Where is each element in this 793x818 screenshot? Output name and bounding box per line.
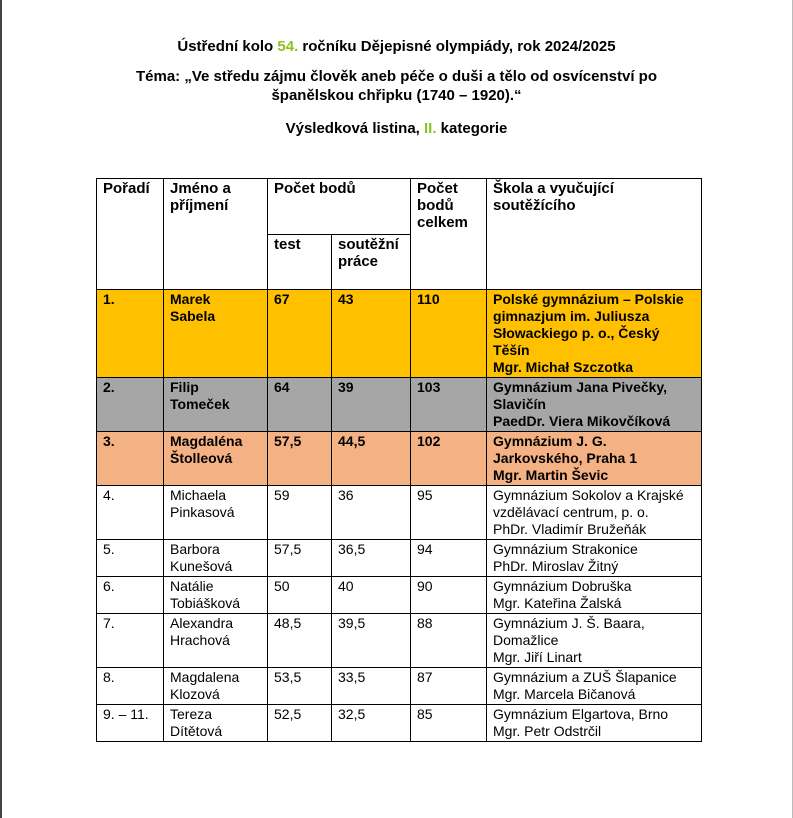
work-score-cell: 36 — [332, 486, 411, 540]
work-score-cell: 39,5 — [332, 614, 411, 668]
header-name — [164, 179, 268, 290]
rank-cell: 6. — [97, 577, 164, 614]
header-name-line: Jméno a — [170, 180, 231, 197]
table-row — [97, 668, 702, 705]
results-title — [0, 120, 793, 137]
test-score-cell: 53,5 — [268, 668, 332, 705]
work-score-cell: 44,5 — [332, 432, 411, 486]
school-line: Mgr. Petr Odstrčil — [493, 723, 602, 739]
table-row — [97, 290, 702, 378]
school-line: Mgr. Martin Ševic — [493, 467, 609, 483]
name-cell — [164, 577, 268, 614]
name-line: Natálie — [170, 578, 214, 594]
table-row — [97, 577, 702, 614]
name-line: Magdaléna — [170, 433, 243, 449]
category-number: II. — [424, 120, 437, 137]
edition-number: 54. — [277, 38, 299, 55]
school-line: Słowackiego p. o., Český — [493, 325, 660, 341]
competition-title — [0, 38, 793, 55]
school-line: vzdělávací centrum, p. o. — [493, 504, 649, 520]
work-score-cell: 39 — [332, 378, 411, 432]
name-cell — [164, 705, 268, 742]
name-line: Kunešová — [170, 558, 233, 574]
total-score-cell: 102 — [411, 432, 487, 486]
school-cell — [487, 486, 702, 540]
name-line: Michaela — [170, 487, 227, 503]
table-row — [97, 378, 702, 432]
school-line: Gymnázium a ZUŠ Šlapanice — [493, 669, 677, 685]
school-line: Gymnázium J. Š. Baara, — [493, 615, 645, 631]
header-row — [97, 179, 702, 235]
total-score-cell: 95 — [411, 486, 487, 540]
school-line: Těšín — [493, 342, 530, 358]
header-school-line: Škola a vyučující — [493, 180, 614, 197]
total-score-cell: 103 — [411, 378, 487, 432]
school-line: Jarkovského, Praha 1 — [493, 450, 637, 466]
school-line: Mgr. Michał Szczotka — [493, 359, 634, 375]
rank-cell: 5. — [97, 540, 164, 577]
topic-line-1: Téma: „Ve středu zájmu člověk aneb péče o duši a tělo od osvícenství po — [136, 68, 657, 85]
header-total-line: Počet — [417, 180, 458, 197]
name-line: Tomeček — [170, 396, 230, 412]
school-line: Mgr. Jiří Linart — [493, 649, 582, 665]
total-score-cell: 85 — [411, 705, 487, 742]
header-total-line: bodů — [417, 197, 454, 214]
header-total — [411, 179, 487, 290]
school-line: Slavičín — [493, 396, 546, 412]
table-row — [97, 705, 702, 742]
school-line: Domažlice — [493, 632, 559, 648]
name-line: Štolleová — [170, 450, 233, 466]
header-work — [332, 235, 411, 290]
total-score-cell: 90 — [411, 577, 487, 614]
school-line: PaedDr. Viera Mikovčíková — [493, 413, 671, 429]
school-cell — [487, 705, 702, 742]
test-score-cell: 59 — [268, 486, 332, 540]
school-cell — [487, 614, 702, 668]
school-line: Polské gymnázium – Polskie — [493, 291, 684, 307]
table-row — [97, 540, 702, 577]
test-score-cell: 50 — [268, 577, 332, 614]
school-line: PhDr. Miroslav Žitný — [493, 558, 619, 574]
name-line: Filip — [170, 379, 199, 395]
header-rank: Pořadí — [97, 179, 164, 290]
name-cell — [164, 614, 268, 668]
school-cell — [487, 378, 702, 432]
results-table — [96, 178, 702, 742]
header-total-line: celkem — [417, 214, 468, 231]
name-cell — [164, 378, 268, 432]
school-line: Mgr. Marcela Bičanová — [493, 686, 636, 702]
school-line: Gymnázium Jana Pivečky, — [493, 379, 668, 395]
test-score-cell: 52,5 — [268, 705, 332, 742]
name-cell — [164, 540, 268, 577]
name-cell — [164, 290, 268, 378]
results-title-prefix: Výsledková listina, — [285, 120, 424, 137]
work-score-cell: 33,5 — [332, 668, 411, 705]
total-score-cell: 87 — [411, 668, 487, 705]
name-line: Magdalena — [170, 669, 240, 685]
title-prefix: Ústřední kolo — [177, 38, 278, 55]
work-score-cell: 43 — [332, 290, 411, 378]
name-cell — [164, 432, 268, 486]
test-score-cell: 48,5 — [268, 614, 332, 668]
school-line: Gymnázium Elgartova, Brno — [493, 706, 669, 722]
title-suffix: ročníku Dějepisné olympiády, rok 2024/2025 — [298, 38, 616, 55]
rank-cell: 2. — [97, 378, 164, 432]
name-line: Tobiášková — [170, 595, 241, 611]
total-score-cell: 94 — [411, 540, 487, 577]
school-line: Gymnázium Dobruška — [493, 578, 632, 594]
school-cell — [487, 540, 702, 577]
header-points: Počet bodů — [268, 179, 411, 235]
name-line: Hrachová — [170, 632, 230, 648]
header-school — [487, 179, 702, 290]
name-line: Sabela — [170, 308, 216, 324]
table-row — [97, 432, 702, 486]
school-line: gimnazjum im. Juliusza — [493, 308, 650, 324]
test-score-cell: 67 — [268, 290, 332, 378]
school-cell — [487, 668, 702, 705]
test-score-cell: 64 — [268, 378, 332, 432]
table-row — [97, 614, 702, 668]
school-line: Gymnázium Sokolov a Krajské — [493, 487, 684, 503]
header-school-line: soutěžícího — [493, 197, 576, 214]
school-line: PhDr. Vladimír Bružeňák — [493, 521, 647, 537]
rank-cell: 1. — [97, 290, 164, 378]
work-score-cell: 36,5 — [332, 540, 411, 577]
rank-cell: 8. — [97, 668, 164, 705]
school-cell — [487, 290, 702, 378]
results-body — [97, 290, 702, 742]
total-score-cell: 110 — [411, 290, 487, 378]
name-line: Alexandra — [170, 615, 234, 631]
work-score-cell: 32,5 — [332, 705, 411, 742]
name-line: Dítětová — [170, 723, 223, 739]
work-score-cell: 40 — [332, 577, 411, 614]
topic-title — [0, 67, 793, 105]
name-line: Pinkasová — [170, 504, 235, 520]
name-line: Marek — [170, 291, 211, 307]
header-work-line: práce — [338, 253, 379, 270]
test-score-cell: 57,5 — [268, 432, 332, 486]
total-score-cell: 88 — [411, 614, 487, 668]
name-line: Klozová — [170, 686, 220, 702]
school-line: Mgr. Kateřina Žalská — [493, 595, 622, 611]
rank-cell: 9. – 11. — [97, 705, 164, 742]
name-line: Tereza — [170, 706, 213, 722]
topic-line-2: španělskou chřipku (1740 – 1920).“ — [271, 87, 522, 104]
results-title-suffix: kategorie — [436, 120, 508, 137]
school-line: Gymnázium Strakonice — [493, 541, 638, 557]
table-row — [97, 486, 702, 540]
name-line: Barbora — [170, 541, 220, 557]
rank-cell: 3. — [97, 432, 164, 486]
header-test: test — [268, 235, 332, 290]
school-cell — [487, 577, 702, 614]
header-name-line: příjmení — [170, 197, 229, 214]
school-cell — [487, 432, 702, 486]
name-cell — [164, 668, 268, 705]
rank-cell: 4. — [97, 486, 164, 540]
name-cell — [164, 486, 268, 540]
header-work-line: soutěžní — [338, 236, 399, 253]
test-score-cell: 57,5 — [268, 540, 332, 577]
school-line: Gymnázium J. G. — [493, 433, 607, 449]
rank-cell: 7. — [97, 614, 164, 668]
